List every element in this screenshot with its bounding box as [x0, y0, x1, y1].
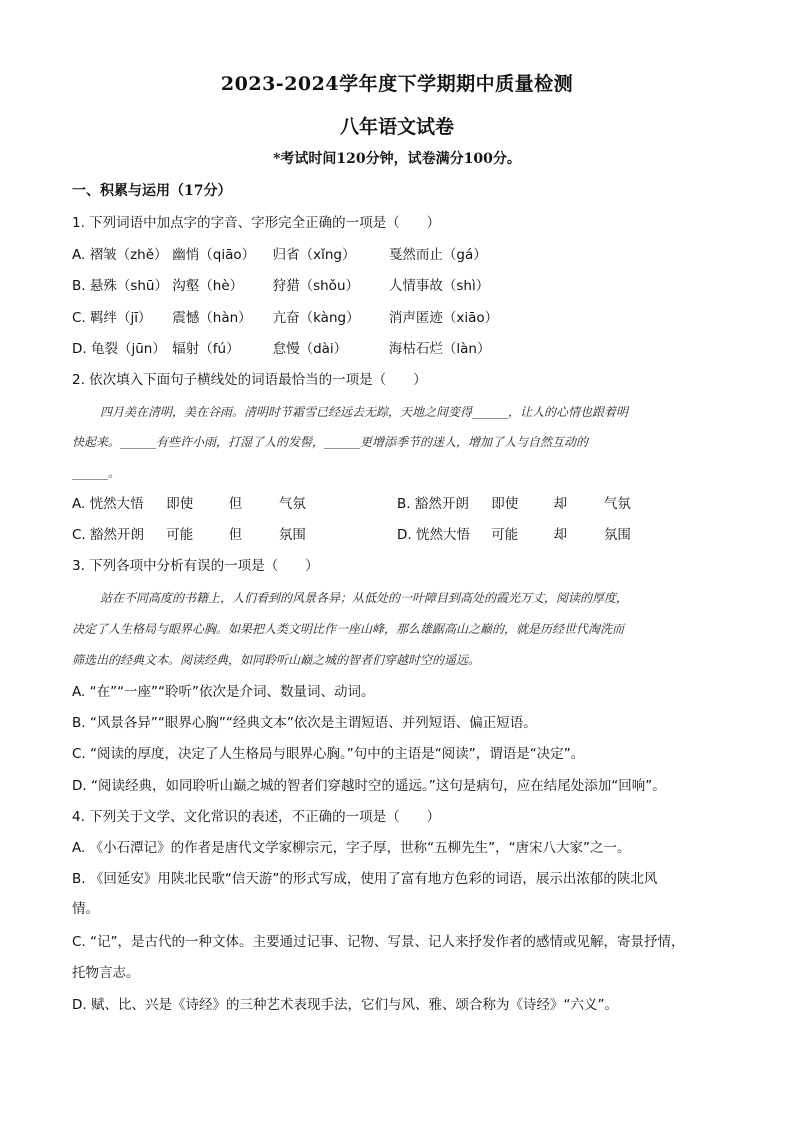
question-1-option-a — [72, 245, 732, 265]
option-part: 海枯石烂（làn） — [388, 341, 491, 357]
option-part: D. 恍然大悟 — [397, 527, 470, 543]
question-4-option-b: B. 《回延安》用陕北民歌“信天游”的形式写成，使用了富有地方色彩的词语，展示出浓郁的陕北风 — [72, 871, 658, 887]
question-1-stem: 1. 下列词语中加点字的字音、字形完全正确的一项是（ ） — [72, 215, 441, 231]
question-2-passage-line: 快起来。______有些许小雨，打湿了人的发髻，______更增添季节的迷人，增加了人与自然互动的 — [72, 435, 589, 449]
option-part: 戛然而止（gá） — [388, 247, 487, 263]
option-part: 辐射（fú） — [172, 341, 240, 357]
option-part: 但 — [228, 496, 243, 512]
option-part: 却 — [553, 527, 568, 543]
option-part: B. 悬殊（shū） — [72, 278, 168, 294]
option-part: 但 — [228, 527, 243, 543]
option-part: A. 褶皱（zhě） — [72, 247, 168, 263]
option-part: 消声匿迹（xiāo） — [388, 310, 499, 326]
question-1-option-b — [72, 276, 732, 296]
option-part: 人情事故（shì） — [388, 278, 490, 294]
option-part: 幽悄（qiāo） — [172, 247, 256, 263]
option-part: B. 豁然开朗 — [397, 496, 469, 512]
option-part: 却 — [553, 496, 568, 512]
question-3-option-a: A. “在”“一座”“聆听”依次是介词、数量词、动词。 — [72, 684, 375, 700]
exam-subtitle: 八年语文试卷 — [339, 116, 454, 138]
question-3-option-b: B. “风景各异”“眼界心胸”“经典文本”依次是主谓短语、并列短语、偏正短语。 — [72, 715, 537, 731]
option-part: 震憾（hàn） — [172, 310, 252, 326]
option-part: 即使 — [491, 496, 519, 512]
question-1-option-c — [72, 308, 732, 328]
question-2-stem: 2. 依次填入下面句子横线处的词语最恰当的一项是（ ） — [72, 372, 427, 388]
question-4-option-a: A. 《小石潭记》的作者是唐代文学家柳宗元，字子厚，世称“五柳先生”，“唐宋八大家”之一。 — [72, 840, 631, 856]
question-4-option-d: D. 赋、比、兴是《诗经》的三种艺术表现手法，它们与风、雅、颂合称为《诗经》“六义”。 — [72, 997, 618, 1013]
option-part: 气氛 — [278, 496, 306, 512]
question-3-option-c: C. “阅读的厚度，决定了人生格局与眼界心胸。”句中的主语是“阅读”，谓语是“决定”。 — [72, 746, 585, 762]
question-2-option-c — [72, 525, 402, 545]
question-3-passage-line: 筛选出的经典文本。阅读经典，如同聆听山巅之城的智者们穿越时空的遥远。 — [72, 653, 481, 667]
exam-title: 2023-2024学年度下学期期中质量检测 — [220, 73, 574, 95]
question-4-option-b-cont: 情。 — [72, 901, 99, 917]
question-2-option-b — [397, 494, 727, 514]
question-2-option-a — [72, 494, 402, 514]
option-part: 氛围 — [278, 527, 306, 543]
option-part: 可能 — [166, 527, 194, 543]
question-2-passage-line: ______。 — [72, 466, 121, 480]
option-part: A. 恍然大悟 — [72, 496, 144, 512]
section-heading: 一、积累与运用（17分） — [72, 183, 232, 199]
question-4-option-c: C. “记”，是古代的一种文体。主要通过记事、记物、写景、记人来抒发作者的感情或见解，寄景抒情， — [72, 934, 685, 950]
question-1-option-d — [72, 339, 732, 359]
exam-note: *考试时间120分钟，试卷满分100分。 — [273, 151, 521, 167]
option-part: 可能 — [491, 527, 519, 543]
question-4-stem: 4. 下列关于文学、文化常识的表述，不正确的一项是（ ） — [72, 809, 441, 825]
question-2-passage-line: 四月美在清明，美在谷雨。清明时节霜雪已经远去无踪，天地之间变得______，让人的心情也跟着明 — [100, 405, 629, 419]
question-4-option-c-cont: 托物言志。 — [72, 965, 140, 981]
option-part: 狩猎（shǒu） — [272, 278, 359, 294]
option-part: 亢奋（kàng） — [272, 310, 360, 326]
question-3-option-d: D. “阅读经典，如同聆听山巅之城的智者们穿越时空的遥远。”这句是病句，应在结尾处添加“回响”。 — [72, 778, 666, 794]
option-part: 氛围 — [603, 527, 631, 543]
option-part: C. 羁绊（jī） — [72, 310, 152, 326]
question-3-stem: 3. 下列各项中分析有误的一项是（ ） — [72, 558, 319, 574]
option-part: 即使 — [166, 496, 194, 512]
option-part: 归省（xǐng） — [272, 247, 356, 263]
option-part: 怠慢（dài） — [272, 341, 348, 357]
question-3-passage-line: 站在不同高度的书籍上，人们看到的风景各异；从低处的一叶障目到高处的霞光万丈，阅读的厚度， — [100, 591, 629, 605]
question-3-passage-line: 决定了人生格局与眼界心胸。如果把人类文明比作一座山峰，那么雄踞高山之巅的，就是历经世代淘洗而 — [72, 622, 625, 636]
option-part: 气氛 — [603, 496, 631, 512]
option-part: 沟壑（hè） — [172, 278, 244, 294]
option-part: D. 龟裂（jūn） — [72, 341, 166, 357]
question-2-option-d — [397, 525, 727, 545]
option-part: C. 豁然开朗 — [72, 527, 145, 543]
